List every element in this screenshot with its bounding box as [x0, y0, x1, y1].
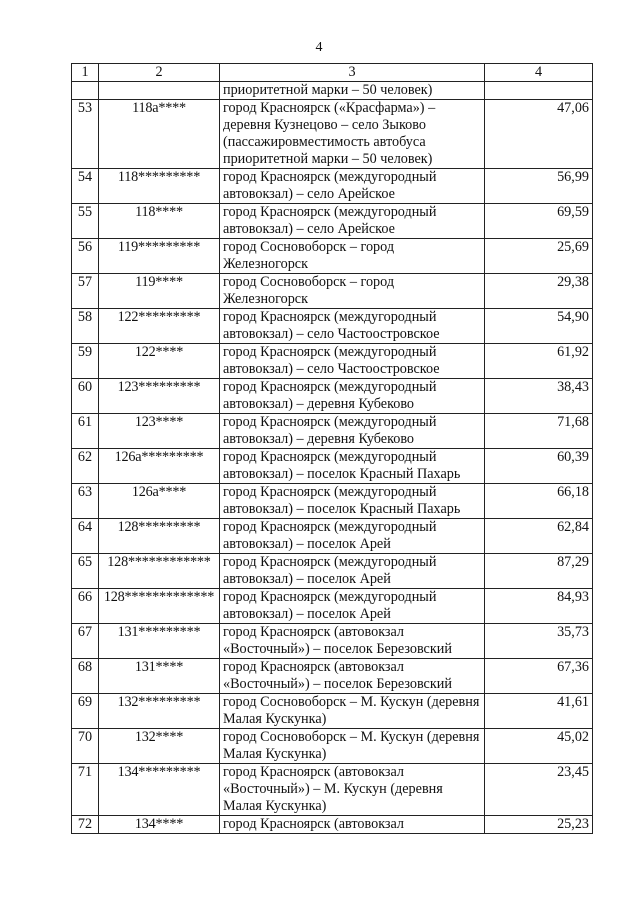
row-number: 55 — [72, 204, 99, 239]
route-description: город Красноярск (междугородный автовокзал) – деревня Кубеково — [220, 379, 485, 414]
route-code: 123**** — [99, 414, 220, 449]
table-row — [72, 379, 593, 414]
table-row — [72, 309, 593, 344]
table-row — [72, 554, 593, 589]
route-description: город Красноярск («Красфарма») – деревня Кузнецово – село Зыково (пассажировместимость автобуса приоритетной марки – 50 человек) — [220, 100, 485, 169]
route-value: 54,90 — [485, 309, 593, 344]
row-number: 66 — [72, 589, 99, 624]
route-code: 132********* — [99, 694, 220, 729]
route-description: город Сосновоборск – город Железногорск — [220, 239, 485, 274]
row-number: 72 — [72, 816, 99, 834]
route-value: 35,73 — [485, 624, 593, 659]
table-row — [72, 100, 593, 169]
row-number: 71 — [72, 764, 99, 816]
route-description: город Красноярск (междугородный автовокзал) – село Арейское — [220, 204, 485, 239]
row-number: 56 — [72, 239, 99, 274]
route-value: 84,93 — [485, 589, 593, 624]
header-cell-4: 4 — [485, 64, 593, 82]
table-row — [72, 204, 593, 239]
row-number: 67 — [72, 624, 99, 659]
row-number: 58 — [72, 309, 99, 344]
route-description: город Сосновоборск – город Железногорск — [220, 274, 485, 309]
route-code: 122********* — [99, 309, 220, 344]
table-row — [72, 659, 593, 694]
route-value: 62,84 — [485, 519, 593, 554]
route-code: 118а**** — [99, 100, 220, 169]
row-number: 57 — [72, 274, 99, 309]
route-code: 118**** — [99, 204, 220, 239]
route-value: 69,59 — [485, 204, 593, 239]
route-description: город Красноярск (междугородный автовокзал) – поселок Арей — [220, 519, 485, 554]
row-number: 53 — [72, 100, 99, 169]
row-number: 64 — [72, 519, 99, 554]
table-row — [72, 239, 593, 274]
route-code: 118********* — [99, 169, 220, 204]
route-description: город Красноярск (междугородный автовокзал) – село Частоостровское — [220, 309, 485, 344]
route-value: 67,36 — [485, 659, 593, 694]
route-value: 25,23 — [485, 816, 593, 834]
route-description: город Красноярск (междугородный автовокзал) – село Частоостровское — [220, 344, 485, 379]
continuation-desc: приоритетной марки – 50 человек) — [220, 82, 485, 100]
route-value: 71,68 — [485, 414, 593, 449]
route-description: город Красноярск (междугородный автовокзал) – поселок Красный Пахарь — [220, 484, 485, 519]
route-code: 131********* — [99, 624, 220, 659]
route-code: 119**** — [99, 274, 220, 309]
route-value: 56,99 — [485, 169, 593, 204]
route-description: город Красноярск (автовокзал «Восточный») – поселок Березовский — [220, 659, 485, 694]
route-description: город Красноярск (междугородный автовокзал) – село Арейское — [220, 169, 485, 204]
row-number: 68 — [72, 659, 99, 694]
route-description: город Красноярск (автовокзал «Восточный») – М. Кускун (деревня Малая Кускунка) — [220, 764, 485, 816]
header-cell-1: 1 — [72, 64, 99, 82]
table-row — [72, 449, 593, 484]
table-row — [72, 729, 593, 764]
table-row — [72, 624, 593, 659]
page-number: 4 — [315, 40, 323, 55]
table-body — [72, 82, 593, 834]
route-value: 38,43 — [485, 379, 593, 414]
row-number: 69 — [72, 694, 99, 729]
route-value: 29,38 — [485, 274, 593, 309]
route-value: 61,92 — [485, 344, 593, 379]
table-row — [72, 764, 593, 816]
table-row — [72, 169, 593, 204]
header-cell-2: 2 — [99, 64, 220, 82]
route-code: 128********* — [99, 519, 220, 554]
route-description: город Красноярск (междугородный автовокзал) – деревня Кубеково — [220, 414, 485, 449]
route-code: 126а**** — [99, 484, 220, 519]
route-code: 128************ — [99, 554, 220, 589]
row-number: 59 — [72, 344, 99, 379]
route-code: 122**** — [99, 344, 220, 379]
route-code: 131**** — [99, 659, 220, 694]
route-value: 60,39 — [485, 449, 593, 484]
route-description: город Сосновоборск – М. Кускун (деревня Малая Кускунка) — [220, 694, 485, 729]
route-value: 23,45 — [485, 764, 593, 816]
continuation-value — [485, 82, 593, 100]
route-description: город Красноярск (автовокзал «Восточный») – поселок Березовский — [220, 624, 485, 659]
route-description: город Красноярск (междугородный автовокзал) – поселок Арей — [220, 589, 485, 624]
row-number: 70 — [72, 729, 99, 764]
route-description: город Красноярск (автовокзал — [220, 816, 485, 834]
route-value: 45,02 — [485, 729, 593, 764]
route-value: 47,06 — [485, 100, 593, 169]
route-code: 132**** — [99, 729, 220, 764]
route-code: 126а********* — [99, 449, 220, 484]
continuation-row — [72, 82, 593, 100]
row-number: 65 — [72, 554, 99, 589]
continuation-num — [72, 82, 99, 100]
row-number: 60 — [72, 379, 99, 414]
routes-table — [71, 63, 593, 834]
table-row — [72, 274, 593, 309]
row-number: 63 — [72, 484, 99, 519]
route-code: 123********* — [99, 379, 220, 414]
route-description: город Красноярск (междугородный автовокзал) – поселок Арей — [220, 554, 485, 589]
route-code: 128************* — [99, 589, 220, 624]
route-code: 134********* — [99, 764, 220, 816]
route-code: 119********* — [99, 239, 220, 274]
row-number: 61 — [72, 414, 99, 449]
table-row — [72, 344, 593, 379]
table-row — [72, 589, 593, 624]
route-value: 66,18 — [485, 484, 593, 519]
table-row — [72, 519, 593, 554]
route-description: город Красноярск (междугородный автовокзал) – поселок Красный Пахарь — [220, 449, 485, 484]
route-value: 41,61 — [485, 694, 593, 729]
header-row — [72, 64, 593, 82]
route-description: город Сосновоборск – М. Кускун (деревня Малая Кускунка) — [220, 729, 485, 764]
route-code: 134**** — [99, 816, 220, 834]
header-cell-3: 3 — [220, 64, 485, 82]
continuation-code — [99, 82, 220, 100]
table-row — [72, 816, 593, 834]
route-value: 25,69 — [485, 239, 593, 274]
table-row — [72, 484, 593, 519]
route-value: 87,29 — [485, 554, 593, 589]
table-row — [72, 694, 593, 729]
row-number: 54 — [72, 169, 99, 204]
table-row — [72, 414, 593, 449]
row-number: 62 — [72, 449, 99, 484]
